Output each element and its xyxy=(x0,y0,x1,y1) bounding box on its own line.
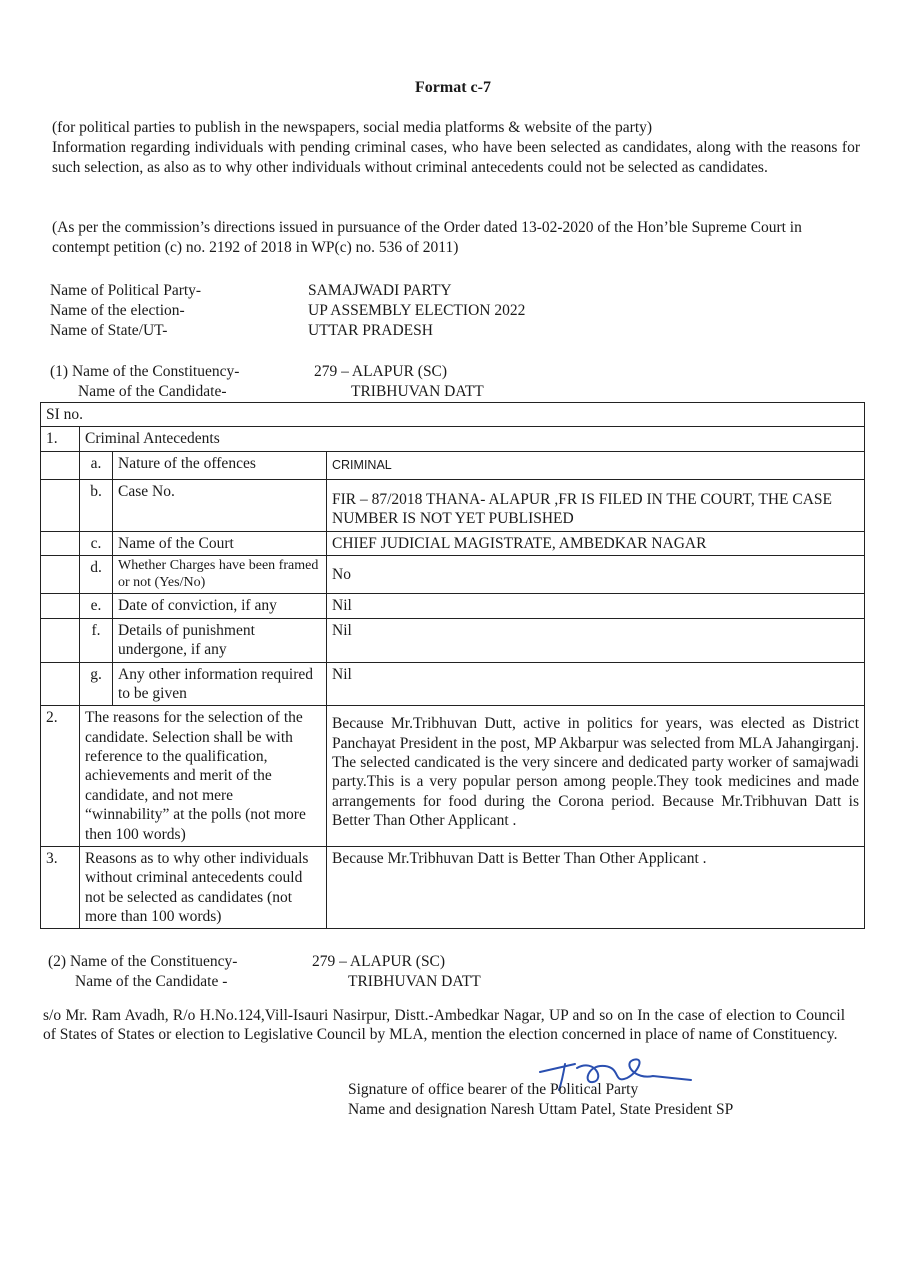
election-row xyxy=(50,301,650,321)
item-value: CRIMINAL xyxy=(327,451,865,479)
item-letter: d. xyxy=(80,555,113,594)
party-label: Name of Political Party- xyxy=(50,282,202,299)
constituency-block-2 xyxy=(48,952,648,992)
intro-purpose: (for political parties to publish in the newspapers, social media platforms & website of the party) xyxy=(52,119,653,136)
item-letter: b. xyxy=(80,479,113,531)
state-label: Name of State/UT- xyxy=(50,322,168,339)
reasons-others-label: Reasons as to why other individuals without criminal antecedents could not be selected as candidates (not more than 100 words) xyxy=(80,846,327,929)
page-title: Format c-7 xyxy=(415,79,491,96)
row-heading: Criminal Antecedents xyxy=(80,427,865,451)
item-letter: g. xyxy=(80,662,113,706)
item-letter: f. xyxy=(80,618,113,662)
intro-description: Information regarding individuals with pending criminal cases, who have been selected as candidates, along with the reasons for such selection, as also as to why other individuals without criminal antecedents could not be selected as candidates. xyxy=(52,139,860,177)
item-value: Nil xyxy=(327,618,865,662)
constituency-row xyxy=(48,952,648,972)
item-label: Whether Charges have been framed or not (Yes/No) xyxy=(113,555,327,594)
candidate-label: Name of the Candidate- xyxy=(78,383,227,400)
item-value: No xyxy=(327,555,865,594)
table-header-row xyxy=(41,403,865,427)
party-row xyxy=(50,281,650,301)
table-row xyxy=(41,479,865,531)
constituency-value: 279 – ALAPUR (SC) xyxy=(312,953,446,970)
signature-block xyxy=(348,1080,868,1120)
constituency-block-1 xyxy=(50,362,650,402)
criminal-antecedents-table xyxy=(40,402,865,929)
intro-block xyxy=(52,118,860,178)
signature-line: Signature of office bearer of the Political Party xyxy=(348,1081,639,1098)
item-label: Case No. xyxy=(113,479,327,531)
table-row xyxy=(41,618,865,662)
state-row xyxy=(50,321,650,341)
reasons-selection-value: Because Mr.Tribhuvan Dutt, active in politics for years, was elected as District Panchayat President in the post, MP Akbarpur was selected from MLA Jahangirganj. The selected candicated is the very sincere and dedicated party worker of samajwadi party.This is a very popular person among people.They took medicines and made arrangements for food during the Corona period. Because Mr.Tribhuvan Datt is Better Than Other Applicant . xyxy=(327,706,865,847)
table-row xyxy=(41,662,865,706)
commission-directions: (As per the commission’s directions issued in pursuance of the Order dated 13-02-2020 of the Hon’ble Supreme Court in contempt petition (c) no. 2192 of 2018 in WP(c) no. 536 of 2011) xyxy=(52,219,802,257)
item-label: Nature of the offences xyxy=(113,451,327,479)
election-label: Name of the election- xyxy=(50,302,185,319)
sl-no-header: SI no. xyxy=(41,403,865,427)
item-letter: e. xyxy=(80,594,113,618)
table-row xyxy=(41,594,865,618)
candidate-row xyxy=(50,382,650,402)
row-number: 1. xyxy=(41,427,80,451)
item-value: Nil xyxy=(327,594,865,618)
table-row xyxy=(41,531,865,555)
candidate-address: s/o Mr. Ram Avadh, R/o H.No.124,Vill-Isauri Nasirpur, Distt.-Ambedkar Nagar, UP and so on In the case of election to Council of States of States or election to Legislative Council by MLA, mention the election concerned in place of name of Constituency. xyxy=(43,1007,845,1044)
item-value: FIR – 87/2018 THANA- ALAPUR ,FR IS FILED IN THE COURT, THE CASE NUMBER IS NOT YET PUBLISHED xyxy=(327,479,865,531)
constituency-label: (1) Name of the Constituency- xyxy=(50,363,240,380)
state-value: UTTAR PRADESH xyxy=(308,322,433,339)
party-info xyxy=(50,281,650,341)
item-letter: a. xyxy=(80,451,113,479)
row-number: 2. xyxy=(41,706,80,847)
candidate-label: Name of the Candidate - xyxy=(75,973,228,990)
row-number: 3. xyxy=(41,846,80,929)
candidate-row xyxy=(48,972,648,992)
candidate-value: TRIBHUVAN DATT xyxy=(348,973,481,990)
item-value: Nil xyxy=(327,662,865,706)
reasons-others-value: Because Mr.Tribhuvan Datt is Better Than Other Applicant . xyxy=(327,846,865,929)
item-label: Name of the Court xyxy=(113,531,327,555)
item-label: Details of punishment undergone, if any xyxy=(113,618,327,662)
table-row xyxy=(41,555,865,594)
candidate-value: TRIBHUVAN DATT xyxy=(351,383,484,400)
table-row xyxy=(41,706,865,847)
party-value: SAMAJWADI PARTY xyxy=(308,282,452,299)
table-row xyxy=(41,451,865,479)
constituency-label: (2) Name of the Constituency- xyxy=(48,953,238,970)
name-designation: Name and designation Naresh Uttam Patel, State President SP xyxy=(348,1101,734,1119)
table-row xyxy=(41,427,865,451)
item-value: CHIEF JUDICIAL MAGISTRATE, AMBEDKAR NAGAR xyxy=(327,531,865,555)
item-letter: c. xyxy=(80,531,113,555)
table-row xyxy=(41,846,865,929)
item-label: Date of conviction, if any xyxy=(113,594,327,618)
constituency-value: 279 – ALAPUR (SC) xyxy=(314,363,448,380)
election-value: UP ASSEMBLY ELECTION 2022 xyxy=(308,302,526,319)
item-label: Any other information required to be given xyxy=(113,662,327,706)
constituency-row xyxy=(50,362,650,382)
reasons-selection-label: The reasons for the selection of the candidate. Selection shall be with reference to the qualification, achievements and merit of the candidate, and not mere “winnability” at the polls (not more then 100 words) xyxy=(80,706,327,847)
